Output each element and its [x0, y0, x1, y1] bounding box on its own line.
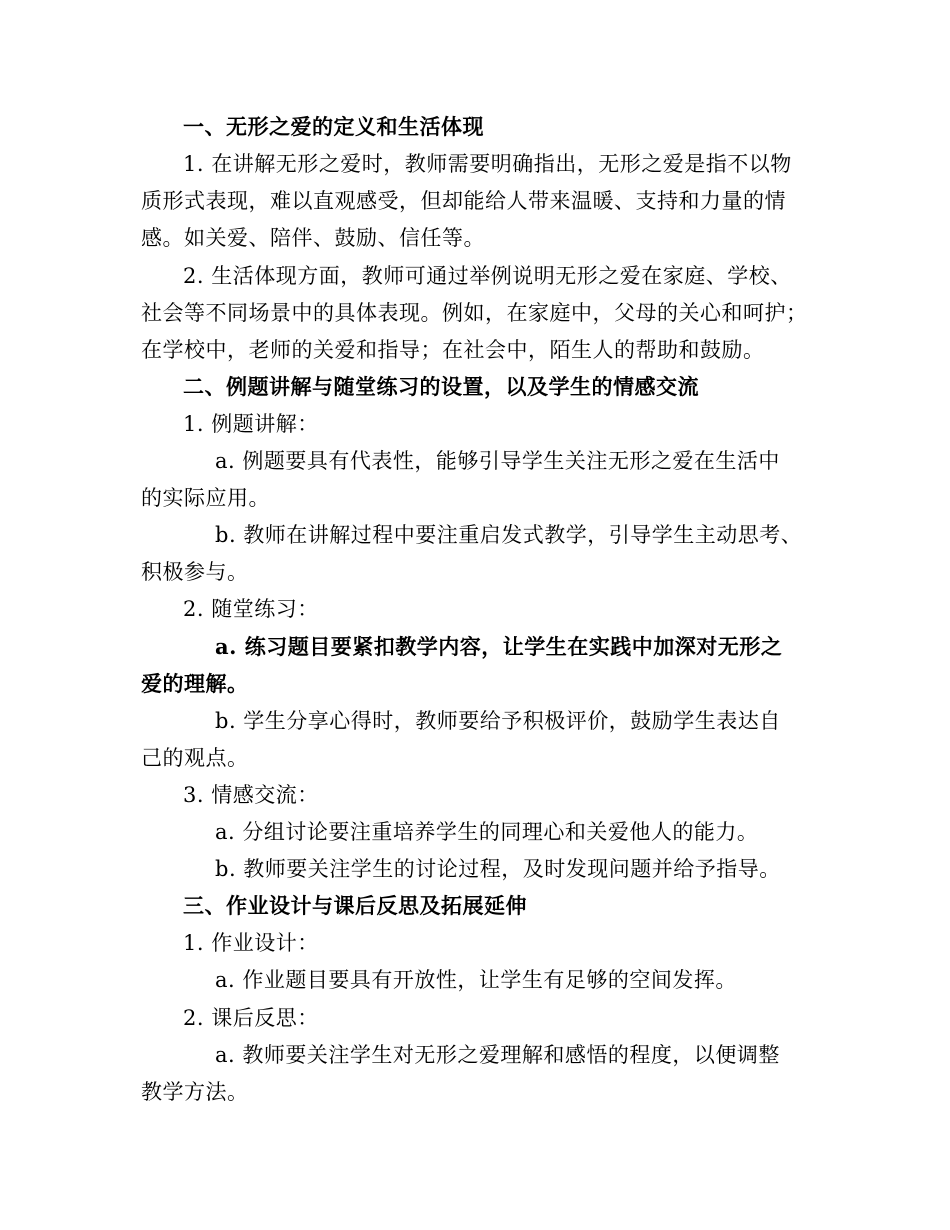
paragraph-line: 质形式表现，难以直观感受，但却能给人带来温暖、支持和力量的情: [141, 189, 786, 213]
section-heading-3: 三、作业设计与课后反思及拓展延伸: [183, 893, 527, 918]
paragraph-line: b. 学生分享心得时，教师要给予积极评价，鼓励学生表达自: [215, 709, 781, 733]
paragraph-line: a. 作业题目要具有开放性，让学生有足够的空间发挥。: [215, 968, 737, 992]
list-item-heading: 2. 课后反思：: [183, 1006, 319, 1030]
list-item-heading: 1. 作业设计：: [183, 931, 319, 955]
paragraph-line: 1. 在讲解无形之爱时，教师需要明确指出，无形之爱是指不以物: [183, 152, 792, 176]
list-item-heading: 2. 随堂练习：: [183, 597, 319, 621]
paragraph-line: 积极参与。: [141, 560, 249, 584]
list-item-heading: 3. 情感交流：: [183, 783, 319, 807]
section-heading-2: 二、例题讲解与随堂练习的设置，以及学生的情感交流: [183, 374, 699, 399]
paragraph-line: 的实际应用。: [141, 486, 270, 510]
paragraph-line: 2. 生活体现方面，教师可通过举例说明无形之爱在家庭、学校、: [183, 264, 792, 288]
paragraph-line: 在学校中，老师的关爱和指导；在社会中，陌生人的帮助和鼓励。: [141, 338, 765, 362]
paragraph-line: 社会等不同场景中的具体表现。例如，在家庭中，父母的关心和呵护；: [141, 301, 808, 325]
paragraph-line: 感。如关爱、陪伴、鼓励、信任等。: [141, 226, 485, 250]
paragraph-line: b. 教师要关注学生的讨论过程，及时发现问题并给予指导。: [215, 857, 781, 881]
paragraph-line: a. 分组讨论要注重培养学生的同理心和关爱他人的能力。: [215, 820, 759, 844]
section-heading-1: 一、无形之爱的定义和生活体现: [183, 114, 484, 139]
paragraph-line-bold: 爱的理解。: [141, 671, 249, 696]
paragraph-line: 教学方法。: [141, 1080, 249, 1104]
paragraph-line: 己的观点。: [141, 746, 249, 770]
paragraph-line: a. 教师要关注学生对无形之爱理解和感悟的程度，以便调整: [215, 1043, 780, 1067]
paragraph-line: b. 教师在讲解过程中要注重启发式教学，引导学生主动思考、: [215, 523, 803, 547]
paragraph-line-bold: a. 练习题目要紧扣教学内容，让学生在实践中加深对无形之: [215, 634, 783, 659]
list-item-heading: 1. 例题讲解：: [183, 412, 319, 436]
paragraph-line: a. 例题要具有代表性，能够引导学生关注无形之爱在生活中: [215, 449, 780, 473]
